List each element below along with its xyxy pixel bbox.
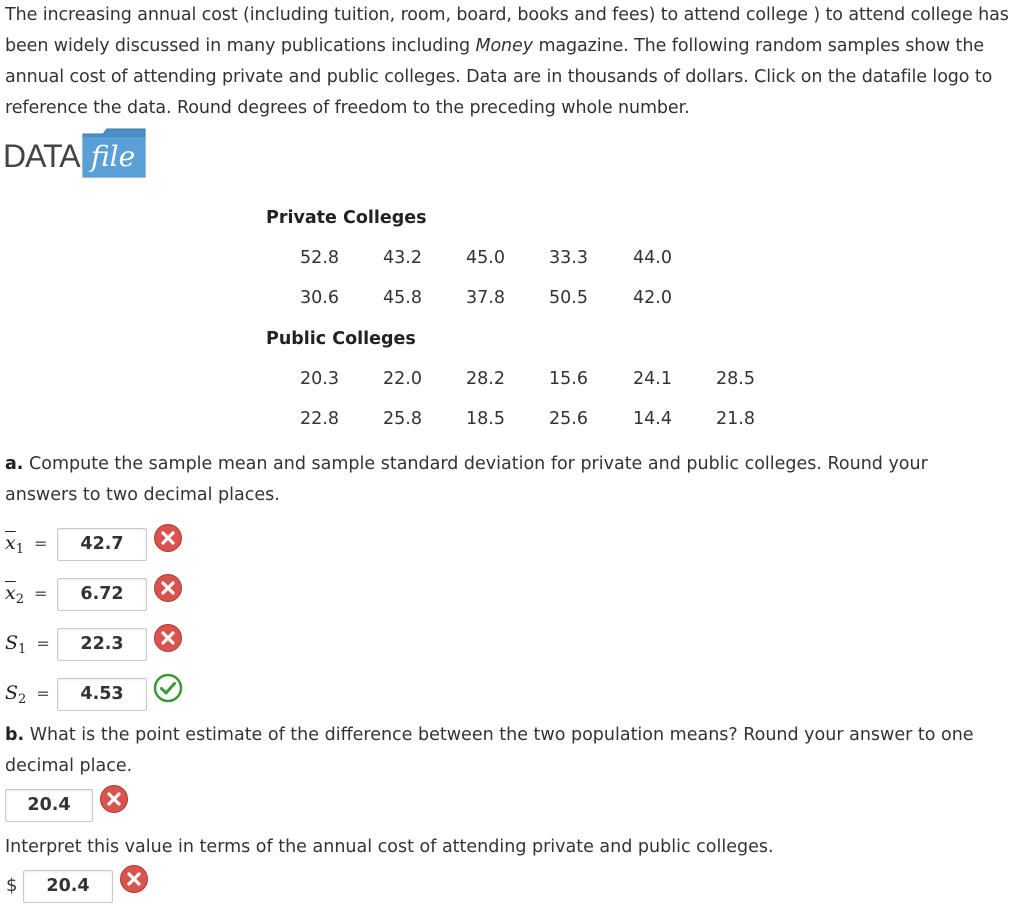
- public-cost-value: 21.8: [716, 409, 755, 429]
- public-cost-value: 14.4: [633, 409, 672, 429]
- public-cost-value: 28.5: [716, 369, 755, 389]
- incorrect-icon: [119, 864, 149, 894]
- private-cost-value: 45.0: [466, 248, 505, 268]
- public-cost-value: 22.8: [300, 409, 339, 429]
- private-cost-value: 45.8: [383, 288, 422, 308]
- xbar2-input[interactable]: 6.72: [57, 578, 147, 611]
- public-colleges-title: Public Colleges: [266, 329, 416, 349]
- private-cost-value: 42.0: [633, 288, 672, 308]
- datafile-file-word: file: [91, 140, 136, 173]
- private-cost-value: 52.8: [300, 248, 339, 268]
- magazine-name: Money: [475, 36, 533, 56]
- s1-input[interactable]: 22.3: [57, 628, 147, 661]
- dollar-sign: $: [6, 875, 18, 896]
- xbar2-label: $\overline{x}_2$ =: [5, 582, 48, 607]
- private-cost-value: 50.5: [549, 288, 588, 308]
- incorrect-icon: [99, 784, 129, 814]
- private-cost-value: 33.3: [549, 248, 588, 268]
- private-cost-value: 44.0: [633, 248, 672, 268]
- public-cost-value: 25.6: [549, 409, 588, 429]
- intro-text-1: The increasing annual cost (including tuition, room, board, books and fees) to attend college ) to attend college has been widely discussed in many publications including: [5, 5, 1009, 56]
- public-cost-value: 18.5: [466, 409, 505, 429]
- part-a-text: Compute the sample mean and sample standard deviation for private and public colleges. Round your answers to two decimal places.: [5, 454, 928, 505]
- private-colleges-title: Private Colleges: [266, 208, 427, 228]
- incorrect-icon: [153, 573, 183, 603]
- part-a-question: [5, 449, 1005, 511]
- interpret-question: Interpret this value in terms of the annual cost of attending private and public colleges.: [5, 837, 774, 857]
- datafile-data-word: DATA: [3, 138, 80, 174]
- xbar1-label: $\overline{x}_1$ =: [5, 532, 48, 557]
- s2-label: $S_2$ =: [5, 682, 50, 707]
- s2-input[interactable]: 4.53: [57, 678, 147, 711]
- part-b-text: What is the point estimate of the difference between the two population means? Round your answer to one decimal place.: [5, 725, 974, 776]
- intro-text-2: magazine. The following random samples show the annual cost of attending private and public colleges. Data are in thousands of dollars. Click on the datafile logo to reference the data. Round degrees of freedom to the preceding whole number.: [5, 36, 993, 118]
- part-b-question: [5, 720, 1015, 782]
- public-cost-value: 28.2: [466, 369, 505, 389]
- public-cost-value: 15.6: [549, 369, 588, 389]
- incorrect-icon: [153, 523, 183, 553]
- datafile-logo-button[interactable]: [3, 128, 148, 180]
- public-cost-value: 22.0: [383, 369, 422, 389]
- s1-label: $S_1$ =: [5, 632, 50, 657]
- part-b-label: b.: [5, 725, 25, 745]
- problem-intro: [5, 0, 1020, 124]
- correct-icon: [153, 673, 183, 703]
- public-cost-value: 25.8: [383, 409, 422, 429]
- incorrect-icon: [153, 623, 183, 653]
- private-cost-value: 30.6: [300, 288, 339, 308]
- private-cost-value: 37.8: [466, 288, 505, 308]
- public-cost-value: 24.1: [633, 369, 672, 389]
- interpret-input[interactable]: 20.4: [23, 870, 113, 903]
- xbar1-input[interactable]: 42.7: [57, 528, 147, 561]
- private-cost-value: 43.2: [383, 248, 422, 268]
- part-a-label: a.: [5, 454, 24, 474]
- point-estimate-input[interactable]: 20.4: [5, 789, 93, 822]
- public-cost-value: 20.3: [300, 369, 339, 389]
